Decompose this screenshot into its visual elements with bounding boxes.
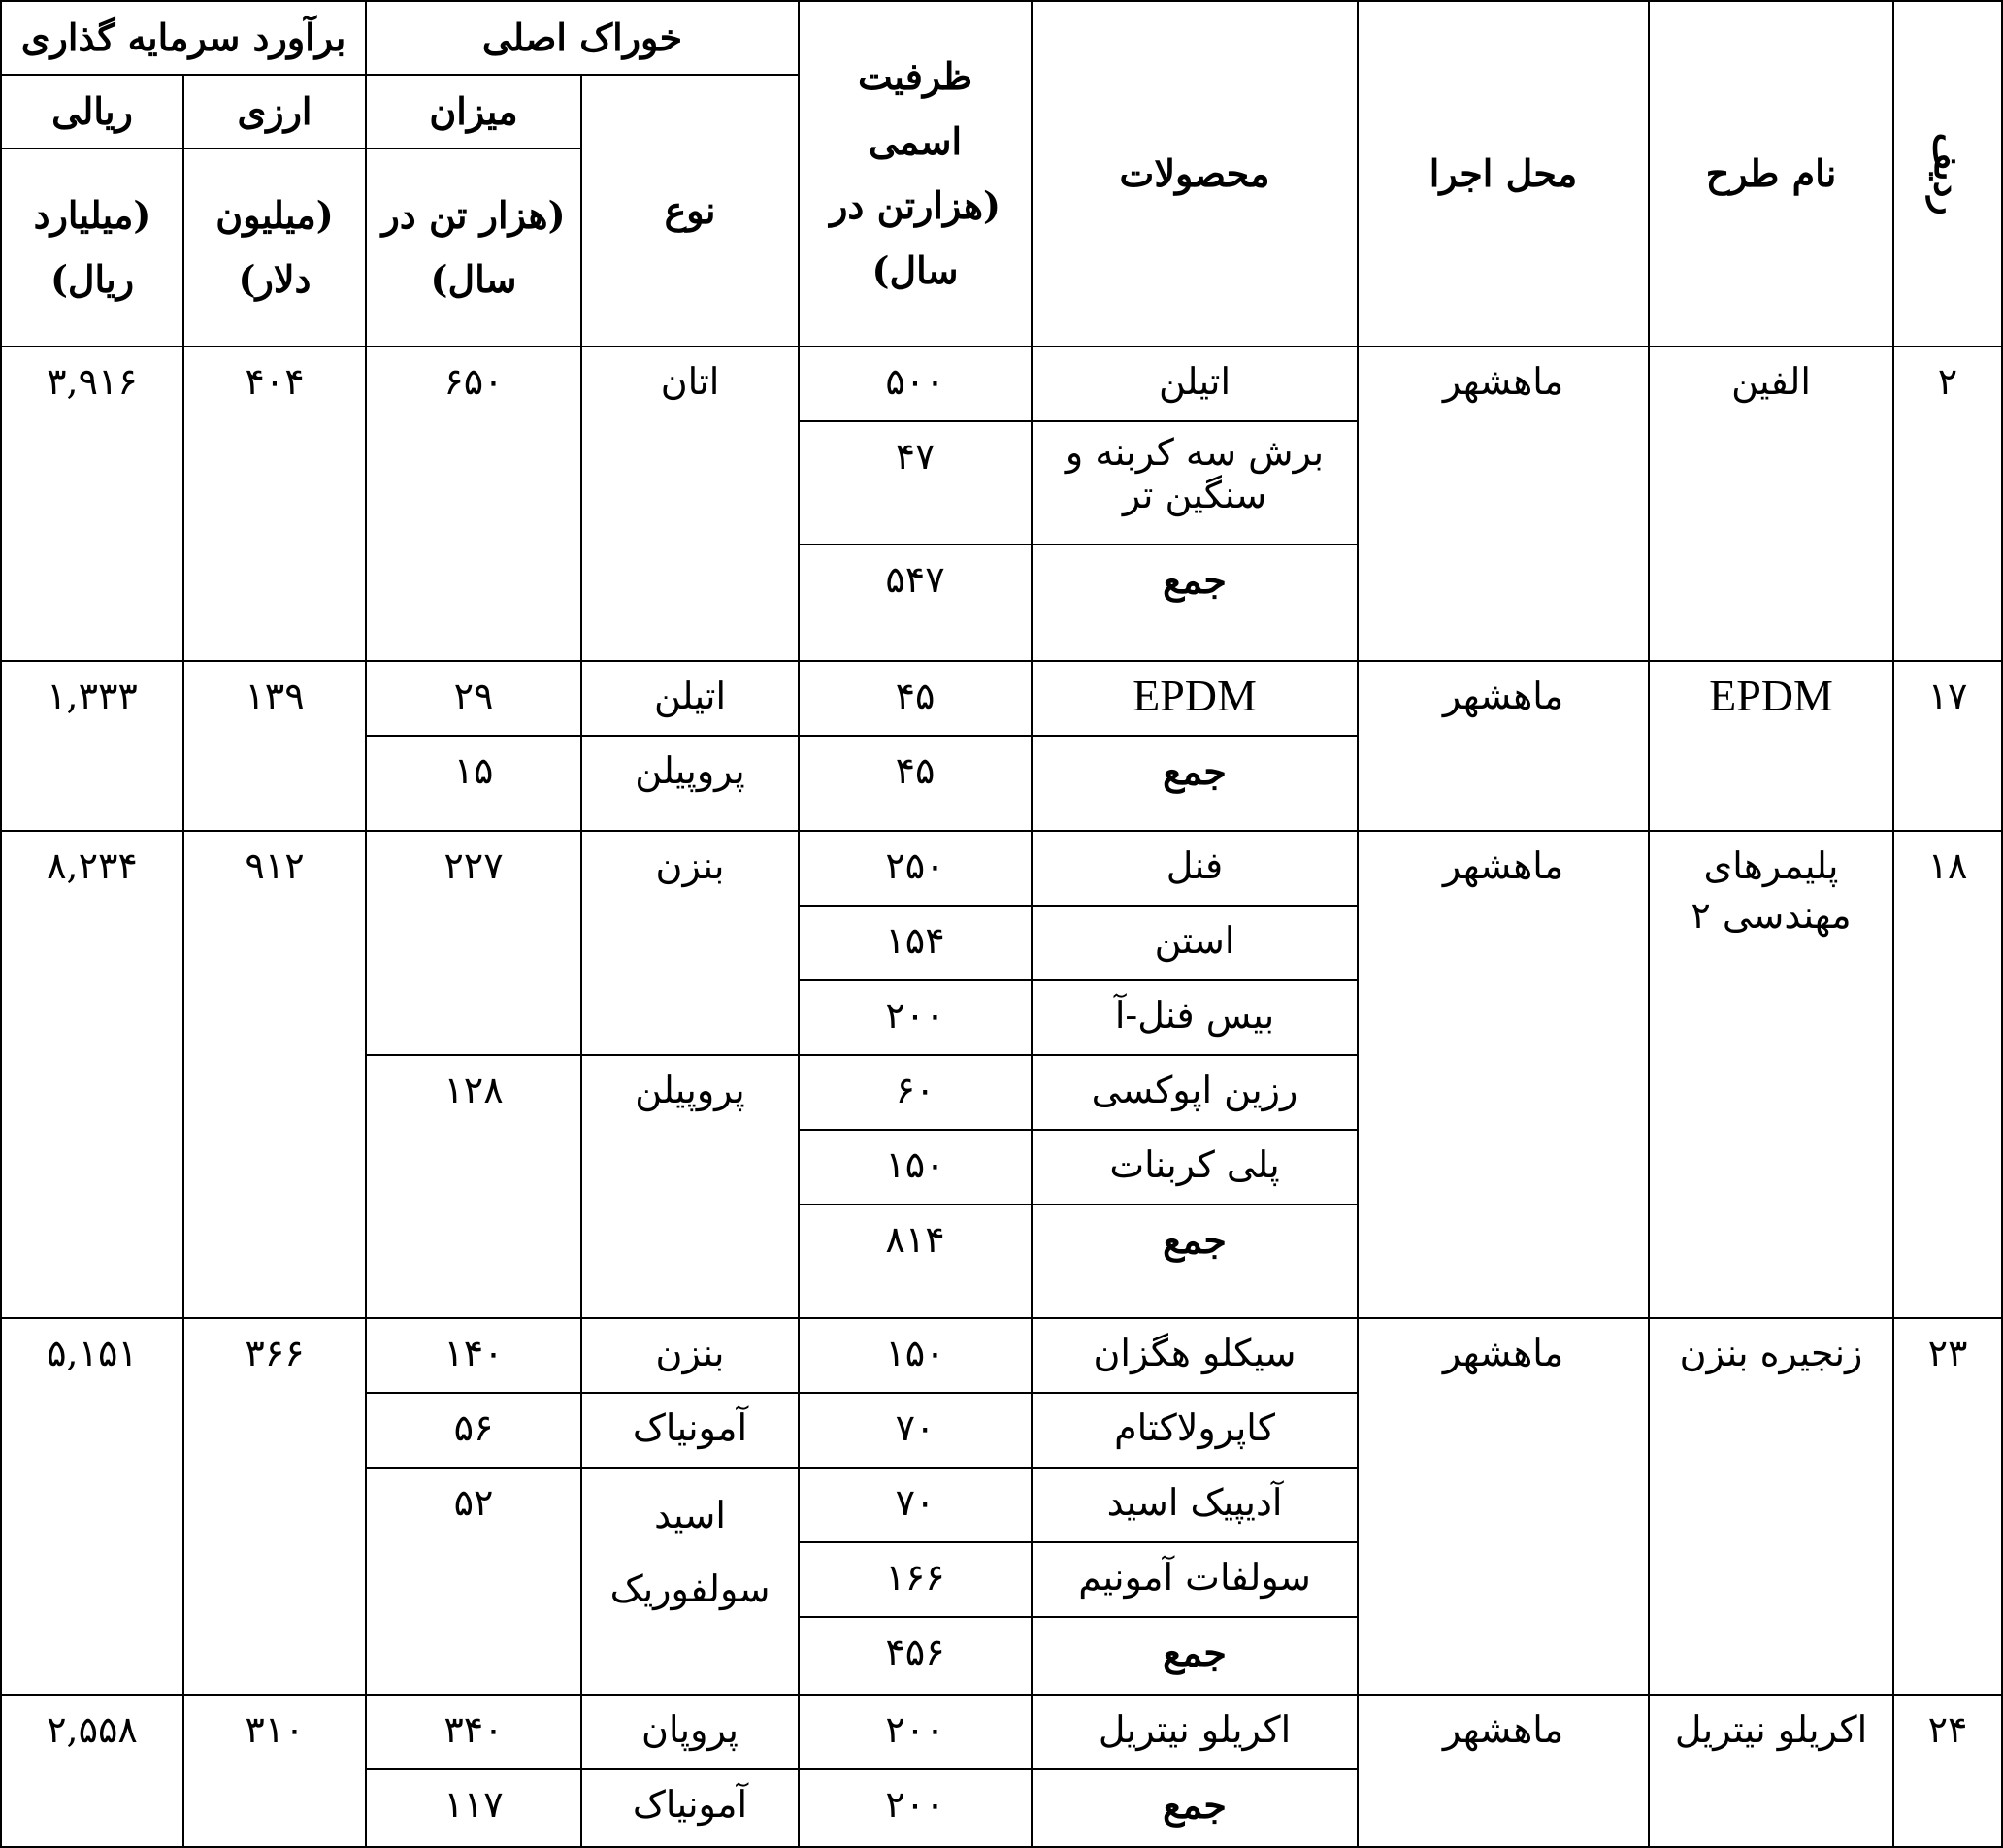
header-project-name: نام طرح <box>1649 1 1893 346</box>
table-row <box>1 661 2002 736</box>
cell-investment-rial: ۸,۲۳۴ <box>1 831 183 1318</box>
cell-capacity: ۱۵۰ <box>799 1318 1032 1393</box>
cell-investment-fx: ۳۱۰ <box>183 1695 366 1847</box>
header-investment-fx-unit: (میلیون دلار) <box>183 148 366 346</box>
cell-feed-amount: ۵۶ <box>366 1393 581 1468</box>
header-location: محل اجرا <box>1358 1 1649 346</box>
cell-row-number: ۱۸ <box>1893 831 2002 1318</box>
cell-feed-type: بنزن <box>581 1318 799 1393</box>
cell-location: ماهشهر <box>1358 1695 1649 1847</box>
cell-product: اکریلو نیتریل <box>1032 1695 1358 1769</box>
cell-feed-amount: ۶۵۰ <box>366 346 581 661</box>
cell-capacity: ۵۰۰ <box>799 346 1032 421</box>
cell-investment-rial: ۵,۱۵۱ <box>1 1318 183 1695</box>
cell-feed-type: آمونیاک <box>581 1393 799 1468</box>
cell-capacity-total: ۴۵۶ <box>799 1617 1032 1695</box>
cell-investment-rial: ۳,۹۱۶ <box>1 346 183 661</box>
cell-capacity: ۴۷ <box>799 421 1032 544</box>
cell-row-number: ۲ <box>1893 346 2002 661</box>
cell-row-number: ۱۷ <box>1893 661 2002 831</box>
cell-feed-amount: ۱۵ <box>366 736 581 831</box>
cell-product: EPDM <box>1032 661 1358 736</box>
cell-feed-type: اسید سولفوریک <box>581 1468 799 1695</box>
cell-product-total-label: جمع <box>1032 1617 1358 1695</box>
cell-product-total-label: جمع <box>1032 736 1358 831</box>
cell-investment-fx: ۱۳۹ <box>183 661 366 831</box>
cell-feed-amount: ۲۲۷ <box>366 831 581 1055</box>
cell-investment-fx: ۹۱۲ <box>183 831 366 1318</box>
cell-capacity: ۷۰ <box>799 1468 1032 1542</box>
cell-feed-type: پروپان <box>581 1695 799 1769</box>
cell-feed-type: پروپیلن <box>581 736 799 831</box>
table-row <box>1 831 2002 906</box>
cell-capacity-total: ۴۵ <box>799 736 1032 831</box>
cell-location: ماهشهر <box>1358 661 1649 831</box>
cell-project-name: اکریلو نیتریل <box>1649 1695 1893 1847</box>
cell-capacity: ۱۵۴ <box>799 906 1032 980</box>
table-row <box>1 346 2002 421</box>
cell-feed-type: اتان <box>581 346 799 661</box>
cell-product: اتیلن <box>1032 346 1358 421</box>
cell-project-name: زنجیره بنزن <box>1649 1318 1893 1695</box>
cell-investment-fx: ۴۰۴ <box>183 346 366 661</box>
cell-investment-rial: ۱,۳۳۳ <box>1 661 183 831</box>
cell-product: پلی کربنات <box>1032 1130 1358 1204</box>
cell-product-total-label: جمع <box>1032 1204 1358 1318</box>
header-investment-estimate: برآورد سرمایه گذاری <box>1 1 366 75</box>
cell-capacity: ۲۰۰ <box>799 1695 1032 1769</box>
cell-row-number: ۲۴ <box>1893 1695 2002 1847</box>
header-row-number: ردیف <box>1893 1 2002 346</box>
cell-capacity: ۲۵۰ <box>799 831 1032 906</box>
header-investment-fx: ارزی <box>183 75 366 148</box>
cell-feed-amount: ۲۹ <box>366 661 581 736</box>
cell-capacity: ۴۵ <box>799 661 1032 736</box>
header-feed-amount: میزان <box>366 75 581 148</box>
cell-product: فنل <box>1032 831 1358 906</box>
table-row <box>1 1695 2002 1769</box>
table-row <box>1 1318 2002 1393</box>
cell-product-total-label: جمع <box>1032 1769 1358 1847</box>
cell-investment-fx: ۳۶۶ <box>183 1318 366 1695</box>
cell-feed-amount: ۵۲ <box>366 1468 581 1695</box>
cell-feed-amount: ۱۲۸ <box>366 1055 581 1318</box>
cell-capacity: ۷۰ <box>799 1393 1032 1468</box>
cell-feed-type: آمونیاک <box>581 1769 799 1847</box>
header-capacity: ظرفیت اسمی (هزارتن در سال) <box>799 1 1032 346</box>
cell-product: برش سه کربنه و سنگین تر <box>1032 421 1358 544</box>
cell-product: سیکلو هگزان <box>1032 1318 1358 1393</box>
cell-capacity: ۶۰ <box>799 1055 1032 1130</box>
cell-location: ماهشهر <box>1358 1318 1649 1695</box>
cell-capacity-total: ۸۱۴ <box>799 1204 1032 1318</box>
header-investment-rial-unit: (میلیارد ریال) <box>1 148 183 346</box>
cell-product: رزین اپوکسی <box>1032 1055 1358 1130</box>
cell-capacity: ۱۵۰ <box>799 1130 1032 1204</box>
cell-capacity: ۲۰۰ <box>799 980 1032 1055</box>
cell-feed-amount: ۱۴۰ <box>366 1318 581 1393</box>
cell-feed-type: بنزن <box>581 831 799 1055</box>
header-products: محصولات <box>1032 1 1358 346</box>
cell-capacity: ۱۶۶ <box>799 1542 1032 1617</box>
cell-location: ماهشهر <box>1358 831 1649 1318</box>
cell-product: استن <box>1032 906 1358 980</box>
cell-capacity-total: ۵۴۷ <box>799 544 1032 661</box>
cell-project-name: الفین <box>1649 346 1893 661</box>
cell-product: کاپرولاکتام <box>1032 1393 1358 1468</box>
header-feed-amount-unit: (هزار تن در سال) <box>366 148 581 346</box>
header-main-feed: خوراک اصلی <box>366 1 799 75</box>
header-investment-rial: ریالی <box>1 75 183 148</box>
cell-feed-amount: ۳۴۰ <box>366 1695 581 1769</box>
cell-product: بیس فنل-آ <box>1032 980 1358 1055</box>
cell-project-name: پلیمرهای مهندسی ۲ <box>1649 831 1893 1318</box>
cell-project-name: EPDM <box>1649 661 1893 831</box>
cell-capacity-total: ۲۰۰ <box>799 1769 1032 1847</box>
cell-row-number: ۲۳ <box>1893 1318 2002 1695</box>
cell-location: ماهشهر <box>1358 346 1649 661</box>
cell-product: سولفات آمونیم <box>1032 1542 1358 1617</box>
cell-feed-type: پروپیلن <box>581 1055 799 1318</box>
header-feed-type: نوع <box>581 75 799 346</box>
cell-feed-amount: ۱۱۷ <box>366 1769 581 1847</box>
cell-product-total-label: جمع <box>1032 544 1358 661</box>
cell-product: آدیپیک اسید <box>1032 1468 1358 1542</box>
cell-feed-type: اتیلن <box>581 661 799 736</box>
cell-investment-rial: ۲,۵۵۸ <box>1 1695 183 1847</box>
